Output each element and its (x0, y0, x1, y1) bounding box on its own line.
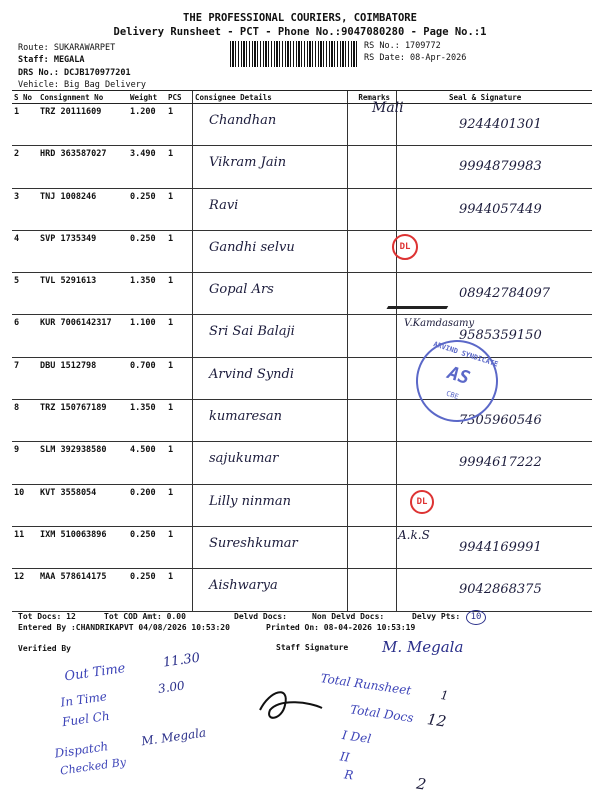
row-seal-signature (397, 569, 593, 611)
row-consignee-handwritten: Sureshkumar (209, 535, 298, 551)
seal-top-text: ARVIND SYNDICATE (432, 340, 499, 369)
delvy-pts-circle (466, 610, 486, 625)
table-row (12, 569, 592, 611)
stamp-total-runsheet-label: Total Runsheet (319, 671, 413, 698)
stamp-field4 (54, 725, 207, 760)
row-consignee (193, 104, 348, 146)
stamp-total-runsheet (320, 671, 450, 703)
row-consignee (193, 273, 348, 315)
row-weight: 3.490 (128, 146, 166, 188)
route-label: Route: SUKARAWARPET (18, 43, 116, 53)
row-signature-phone: 9042868375 (459, 582, 542, 598)
row-remarks (348, 357, 397, 399)
delvd-docs: Delvd Docs: (234, 612, 287, 621)
row-sno: 1 (12, 104, 38, 146)
verified-by-label: Verified By (18, 644, 71, 653)
row-pcs: 1 (166, 104, 193, 146)
verifier-signature-scribble (250, 680, 330, 730)
entered-by: Entered By :CHANDRIKAPVT 04/08/2026 10:53:20 (18, 623, 230, 632)
row-consignee (193, 315, 348, 357)
table-row (12, 526, 592, 568)
staff-label: Staff: MEGALA (18, 55, 85, 65)
row-sno: 5 (12, 273, 38, 315)
row-weight: 0.250 (128, 526, 166, 568)
stamp-out-time-label: Out Time (63, 661, 127, 685)
row-consignee-handwritten: Vikram Jain (209, 155, 287, 171)
row-consignee (193, 188, 348, 230)
row-weight: 1.350 (128, 400, 166, 442)
delvy-pts-value: 10 (470, 612, 482, 622)
row-weight: 1.100 (128, 315, 166, 357)
row11-signature: A.k.S (398, 528, 430, 542)
row-sno: 2 (12, 146, 38, 188)
row-seal-signature (397, 104, 593, 146)
stamp-total-docs-value: 12 (425, 710, 448, 731)
row4-dl-text: DL (399, 242, 411, 252)
row-remarks (348, 400, 397, 442)
row-pcs: 1 (166, 315, 193, 357)
row-consignee-handwritten: Gopal Ars (209, 282, 274, 298)
row-seal-signature (397, 146, 593, 188)
row-signature-phone: 7305960546 (459, 413, 542, 429)
row-consignee (193, 526, 348, 568)
row-pcs: 1 (166, 273, 193, 315)
stamp-field4-value: M. Megala (140, 725, 207, 749)
row5-signature-scribble (387, 290, 458, 309)
row-weight: 0.250 (128, 230, 166, 272)
row-sno: 6 (12, 315, 38, 357)
table-row (12, 400, 592, 442)
row-pcs: 1 (166, 400, 193, 442)
row-weight: 1.350 (128, 273, 166, 315)
row-consignee (193, 357, 348, 399)
row-pcs: 1 (166, 357, 193, 399)
stamp-total-docs-label: Total Docs (349, 702, 415, 726)
row-weight: 0.250 (128, 188, 166, 230)
row-pcs: 1 (166, 188, 193, 230)
row10-dl-stamp (410, 490, 434, 514)
tot-cod: Tot COD Amt: 0.00 (104, 612, 186, 621)
stamp-r-value: 2 (415, 774, 428, 794)
row-pcs: 1 (166, 146, 193, 188)
row-pcs: 1 (166, 526, 193, 568)
row-sno: 10 (12, 484, 38, 526)
row-consignee-handwritten: Arvind Syndi (209, 366, 295, 382)
row-consignment-no: SLM 392938580 (38, 442, 128, 484)
row-consignee-handwritten: Lilly ninman (209, 493, 291, 509)
table-row (12, 357, 592, 399)
stamp-field4-label: Dispatch (53, 739, 109, 761)
stamp-r-label: R (343, 767, 355, 783)
row-remarks (348, 526, 397, 568)
runsheet-subtitle: Delivery Runsheet - PCT - Phone No.:9047080280 - Page No.:1 (113, 26, 487, 38)
row-pcs: 1 (166, 230, 193, 272)
row-consignment-no: HRD 363587027 (38, 146, 128, 188)
vehicle-label: Vehicle: Big Bag Delivery (18, 80, 146, 90)
row-consignment-no: TRZ 150767189 (38, 400, 128, 442)
row-remarks (348, 146, 397, 188)
row-sno: 11 (12, 526, 38, 568)
row1-signature: Mali (372, 100, 404, 116)
row-consignee (193, 569, 348, 611)
staff-signature-handwritten: M. Megala (382, 638, 464, 656)
row-consignment-no: TNJ 1008246 (38, 188, 128, 230)
row4-dl-stamp (392, 234, 418, 260)
table-row (12, 230, 592, 272)
row-consignee-handwritten: Aishwarya (209, 578, 278, 594)
row-weight: 0.250 (128, 569, 166, 611)
row-sno: 3 (12, 188, 38, 230)
row-signature-phone: 9585359150 (459, 328, 542, 344)
stamp-i-del: I Del (341, 728, 372, 746)
table-header-row (12, 91, 592, 104)
delvy-pts: Delvy Pts: (412, 612, 461, 621)
stamp-total-runsheet-value: 1 (439, 687, 450, 703)
stamp-r (343, 764, 427, 793)
stamp-in-time-value: 3.00 (157, 678, 186, 696)
row-signature-phone: 9944057449 (459, 201, 542, 217)
table-row (12, 273, 592, 315)
stamp-in-time-label: In Time (59, 689, 108, 710)
row-sno: 7 (12, 357, 38, 399)
row-signature-phone: 9944169991 (459, 539, 542, 555)
row-remarks (348, 230, 397, 272)
row-remarks (348, 315, 397, 357)
runsheet-table (12, 90, 592, 612)
seal-logo: AS (445, 362, 473, 390)
row-weight: 0.200 (128, 484, 166, 526)
table-row (12, 146, 592, 188)
col-seal-signature: Seal & Signature (397, 91, 593, 104)
row-consignee-handwritten: kumaresan (209, 409, 283, 425)
row-consignment-no: TVL 5291613 (38, 273, 128, 315)
stamp-ii-del: II (339, 749, 351, 765)
row-pcs: 1 (166, 442, 193, 484)
row10-dl-text: DL (416, 497, 428, 507)
table-row (12, 442, 592, 484)
row-weight: 1.200 (128, 104, 166, 146)
row-remarks (348, 484, 397, 526)
row-signature-phone: 9244401301 (459, 117, 542, 132)
row-seal-signature (397, 442, 593, 484)
col-weight: Weight (128, 91, 166, 104)
stamp-field3: Fuel Ch (61, 708, 111, 730)
row-consignee-handwritten: sajukumar (209, 451, 279, 467)
stamp-total-docs (349, 699, 447, 730)
row-consignee-handwritten: Ravi (209, 197, 239, 213)
table-row (12, 315, 592, 357)
row-signature-phone: 9994879983 (459, 159, 542, 175)
row-consignment-no: KUR 7006142317 (38, 315, 128, 357)
row-pcs: 1 (166, 569, 193, 611)
row-weight: 0.700 (128, 357, 166, 399)
row-pcs: 1 (166, 484, 193, 526)
tot-docs: Tot Docs: 12 (18, 612, 76, 621)
row-consignee (193, 400, 348, 442)
row-consignee (193, 442, 348, 484)
stamp-in-time (60, 678, 186, 709)
row-remarks (348, 442, 397, 484)
row6-signature-name: V.Kamdasamy (404, 318, 475, 329)
row-consignee (193, 230, 348, 272)
row-consignment-no: SVP 1735349 (38, 230, 128, 272)
table-row (12, 188, 592, 230)
row-sno: 9 (12, 442, 38, 484)
row-consignee (193, 146, 348, 188)
col-sno: S No (12, 91, 38, 104)
row-consignee-handwritten: Sri Sai Balaji (209, 324, 295, 340)
row-sno: 8 (12, 400, 38, 442)
row-sno: 4 (12, 230, 38, 272)
seal-bottom-text: CBE (445, 389, 460, 402)
table-row (12, 484, 592, 526)
row-consignment-no: TRZ 20111609 (38, 104, 128, 146)
rs-date: RS Date: 08-Apr-2026 (364, 53, 467, 63)
row-sno: 12 (12, 569, 38, 611)
stamp-out-time-value: 11.30 (162, 650, 201, 671)
row-consignment-no: IXM 510063896 (38, 526, 128, 568)
row-signature-phone: 9994617222 (459, 455, 542, 471)
row-signature-phone: 08942784097 (459, 286, 550, 302)
row-consignee-handwritten: Gandhi selvu (209, 239, 295, 255)
col-pcs: PCS (166, 91, 193, 104)
col-consignee: Consignee Details (193, 91, 348, 104)
non-delvd-docs: Non Delvd Docs: (312, 612, 385, 621)
row-remarks (348, 569, 397, 611)
row-seal-signature (397, 230, 593, 272)
row-consignment-no: KVT 3558054 (38, 484, 128, 526)
row-consignment-no: MAA 578614175 (38, 569, 128, 611)
col-consignment: Consignment No (38, 91, 128, 104)
rs-number: RS No.: 1709772 (364, 41, 441, 51)
row-consignment-no: DBU 1512798 (38, 357, 128, 399)
row-weight: 4.500 (128, 442, 166, 484)
stamp-field5: Checked By (59, 755, 127, 778)
drs-number: DRS No.: DCJB170977201 (18, 68, 131, 78)
row-seal-signature (397, 188, 593, 230)
table-row (12, 104, 592, 146)
barcode (230, 41, 358, 67)
row-consignee (193, 484, 348, 526)
col-remarks: Remarks (348, 91, 397, 104)
printed-on: Printed On: 08-04-2026 10:53:19 (266, 623, 416, 632)
row-consignee-handwritten: Chandhan (209, 113, 277, 128)
staff-signature-label: Staff Signature (276, 643, 349, 652)
row-remarks (348, 188, 397, 230)
company-name: THE PROFESSIONAL COURIERS, COIMBATORE (183, 12, 417, 24)
